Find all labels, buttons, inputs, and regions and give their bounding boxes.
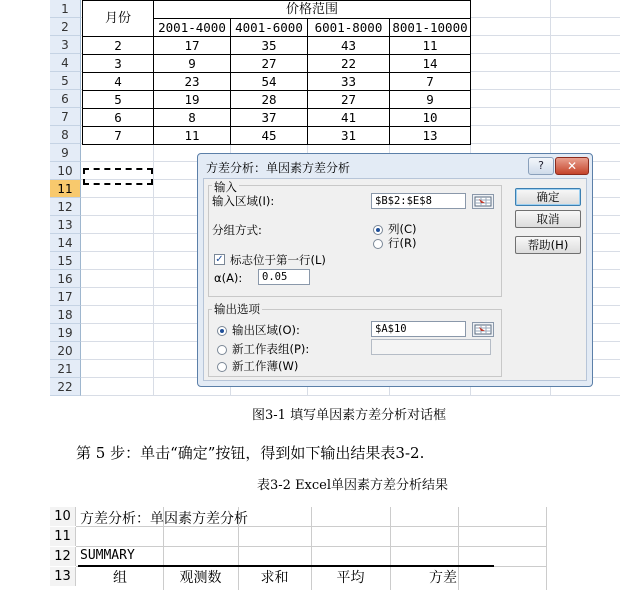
table-cell[interactable]: 43 [308, 37, 390, 55]
table-cell[interactable]: 9 [154, 55, 231, 73]
row-header[interactable]: 8 [50, 126, 81, 144]
row-header[interactable]: 10 [50, 162, 81, 180]
help-icon[interactable]: ? [528, 157, 554, 175]
table-cell[interactable]: 35 [231, 37, 308, 55]
price-range-header[interactable]: 价格范围 [154, 1, 471, 19]
table-cell[interactable]: 28 [231, 91, 308, 109]
table-row [83, 37, 471, 55]
table-cell[interactable]: 19 [154, 91, 231, 109]
table-cell[interactable]: 9 [390, 91, 471, 109]
row-header[interactable]: 13 [50, 216, 81, 234]
row-header[interactable]: 12 [50, 198, 81, 216]
table-cell[interactable]: 14 [390, 55, 471, 73]
table-cell[interactable]: 31 [308, 127, 390, 145]
output-range-field[interactable]: $A$10 [371, 321, 466, 337]
range-header-cell[interactable]: 2001-4000 [154, 19, 231, 37]
col-header-group[interactable]: 组 [113, 570, 127, 586]
group-by-row-radio[interactable] [373, 239, 383, 249]
group-by-column-label[interactable]: 列(C) [388, 222, 417, 236]
table-cell[interactable]: 27 [231, 55, 308, 73]
range-select-icon [473, 323, 493, 336]
labels-first-row-label[interactable]: 标志位于第一行(L) [230, 253, 326, 267]
table-cell[interactable]: 4 [83, 73, 154, 91]
result-sheet [50, 507, 620, 590]
month-header[interactable]: 月份 [83, 1, 154, 37]
row-header[interactable]: 4 [50, 54, 81, 72]
table-cell[interactable]: 11 [390, 37, 471, 55]
table-row [83, 127, 471, 145]
table-cell[interactable]: 2 [83, 37, 154, 55]
row-header[interactable]: 3 [50, 36, 81, 54]
figure-caption: 图3-1 填写单因素方差分析对话框 [252, 408, 447, 423]
table-cell[interactable]: 11 [154, 127, 231, 145]
range-header-cell[interactable]: 8001-10000 [390, 19, 471, 37]
alpha-field[interactable]: 0.05 [258, 269, 310, 285]
new-sheet-field[interactable] [371, 339, 491, 355]
table-cell[interactable]: 23 [154, 73, 231, 91]
group-by-row-label[interactable]: 行(R) [388, 236, 417, 250]
copy-marquee [83, 168, 153, 185]
row-header[interactable]: 16 [50, 270, 81, 288]
row-header[interactable]: 7 [50, 108, 81, 126]
input-range-label: 输入区域(I): [212, 194, 275, 208]
alpha-label: α(A): [214, 271, 243, 285]
table-cell[interactable]: 17 [154, 37, 231, 55]
row-header: 12 [50, 547, 76, 566]
row-header[interactable]: 14 [50, 234, 81, 252]
output-range-label[interactable]: 输出区域(O): [232, 323, 300, 337]
new-sheet-radio[interactable] [217, 345, 227, 355]
dialog-title: 方差分析：单因素方差分析 [206, 161, 351, 175]
row-header[interactable]: 20 [50, 342, 81, 360]
output-range-picker-button[interactable] [472, 322, 494, 337]
group-by-column-radio[interactable] [373, 225, 383, 235]
table-cell[interactable]: 7 [83, 127, 154, 145]
table-cell[interactable]: 54 [231, 73, 308, 91]
cancel-button[interactable]: 取消 [515, 210, 581, 228]
col-header-sum[interactable]: 求和 [260, 570, 289, 586]
input-range-field[interactable]: $B$2:$E$8 [371, 193, 466, 209]
output-range-radio[interactable] [217, 326, 227, 336]
table-cell[interactable]: 13 [390, 127, 471, 145]
table-cell[interactable]: 8 [154, 109, 231, 127]
result-title[interactable]: 方差分析：单因素方差分析 [80, 511, 248, 527]
range-select-icon [473, 195, 493, 208]
col-header-count[interactable]: 观测数 [179, 570, 222, 586]
table-row [83, 109, 471, 127]
row-header[interactable]: 6 [50, 90, 81, 108]
dialog-body [203, 178, 587, 381]
anova-dialog [197, 153, 593, 387]
input-range-picker-button[interactable] [472, 194, 494, 209]
close-icon[interactable]: ✕ [555, 157, 589, 175]
data-table [82, 0, 471, 145]
table-cell[interactable]: 27 [308, 91, 390, 109]
table-row [83, 73, 471, 91]
range-header-cell[interactable]: 6001-8000 [308, 19, 390, 37]
row-header[interactable]: 21 [50, 360, 81, 378]
row-header[interactable]: 9 [50, 144, 81, 162]
row-header: 10 [50, 507, 76, 526]
table-cell[interactable]: 41 [308, 109, 390, 127]
table-row [83, 91, 471, 109]
ok-button[interactable]: 确定 [515, 188, 581, 206]
input-group-label: 输入 [214, 180, 237, 194]
table-cell[interactable]: 10 [390, 109, 471, 127]
output-group-label: 输出选项 [214, 302, 260, 316]
table-cell[interactable]: 7 [390, 73, 471, 91]
grouping-label: 分组方式: [212, 223, 262, 237]
new-sheet-label[interactable]: 新工作表组(P): [232, 342, 310, 356]
range-header-cell[interactable]: 4001-6000 [231, 19, 308, 37]
row-header[interactable]: 1 [50, 0, 81, 18]
table-caption: 表3-2 Excel单因素方差分析结果 [257, 478, 449, 493]
row-header: 13 [50, 567, 76, 586]
row-header[interactable]: 18 [50, 306, 81, 324]
row-header: 11 [50, 527, 76, 546]
row-header[interactable]: 22 [50, 378, 81, 396]
labels-first-row-checkbox[interactable]: ✓ [215, 254, 224, 265]
row-header[interactable]: 2 [50, 18, 81, 36]
row-header[interactable]: 15 [50, 252, 81, 270]
table-row [83, 55, 471, 73]
row-header[interactable]: 5 [50, 72, 81, 90]
col-header-average[interactable]: 平均 [336, 570, 365, 586]
table-cell[interactable]: 33 [308, 73, 390, 91]
table-cell[interactable]: 37 [231, 109, 308, 127]
col-header-variance[interactable]: 方差 [429, 570, 457, 586]
table-cell[interactable]: 45 [231, 127, 308, 145]
row-header[interactable]: 11 [50, 180, 81, 198]
table-cell[interactable]: 5 [83, 91, 154, 109]
table-cell[interactable]: 6 [83, 109, 154, 127]
help-button[interactable]: 帮助(H) [515, 236, 581, 254]
step-instruction: 第 5 步：单击“确定”按钮，得到如下输出结果表3-2. [76, 444, 425, 462]
summary-label[interactable]: SUMMARY [80, 548, 135, 563]
row-header[interactable]: 19 [50, 324, 81, 342]
row-header[interactable]: 17 [50, 288, 81, 306]
new-workbook-label[interactable]: 新工作薄(W) [232, 359, 299, 373]
new-workbook-radio[interactable] [217, 362, 227, 372]
table-cell[interactable]: 3 [83, 55, 154, 73]
table-cell[interactable]: 22 [308, 55, 390, 73]
